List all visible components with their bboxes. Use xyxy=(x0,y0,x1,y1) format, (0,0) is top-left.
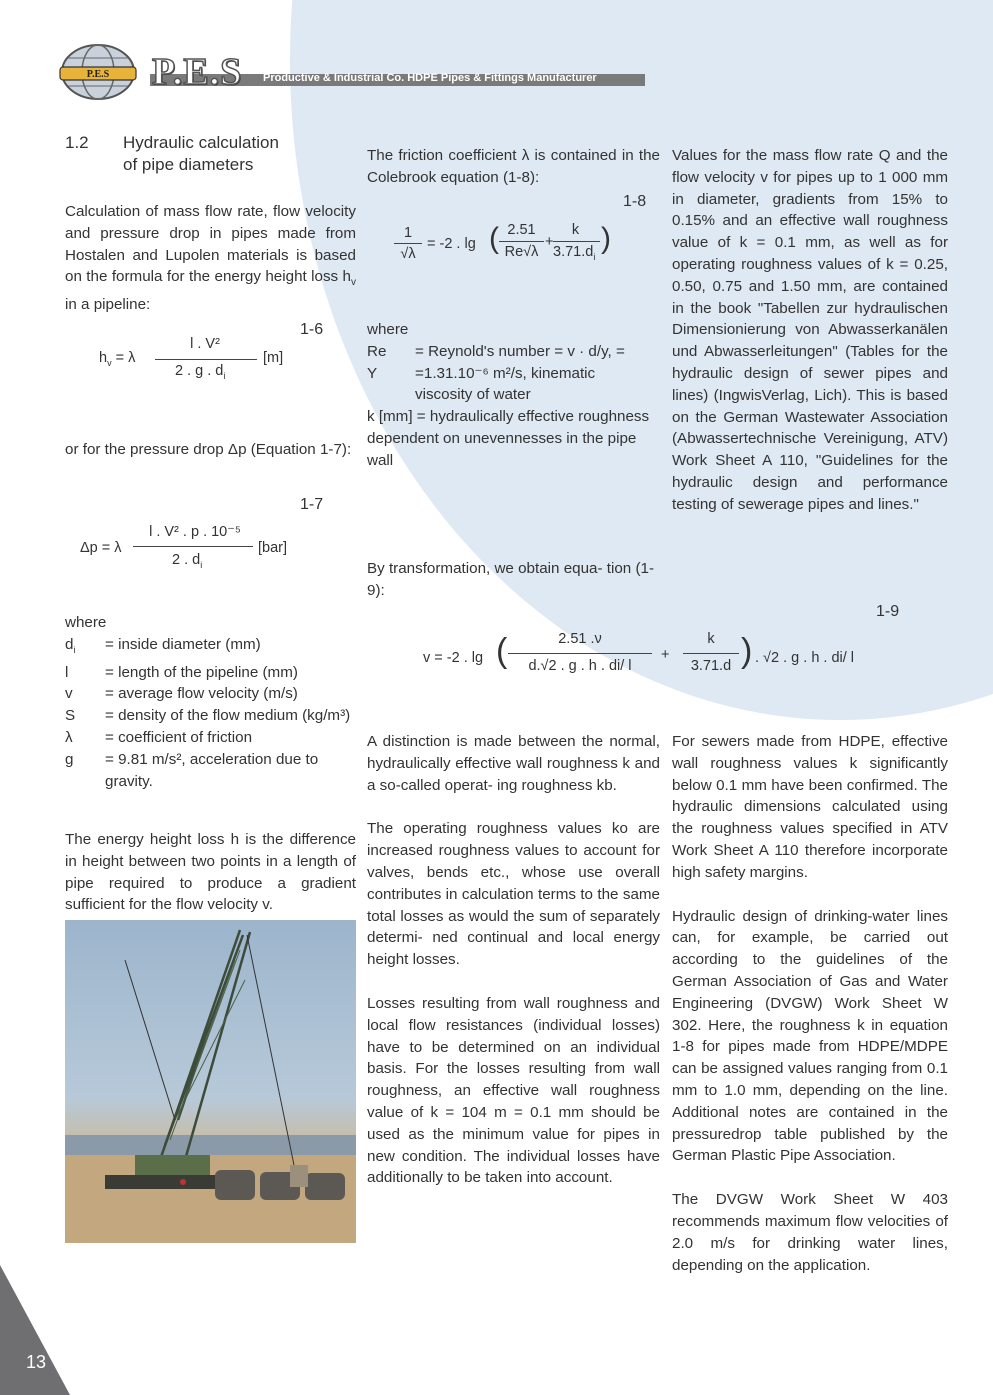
friction-paragraph: The friction coefficient λ is contained in the Colebrook equation (1-8): xyxy=(367,147,660,186)
globe-logo-text: P.E.S xyxy=(86,69,110,80)
variable-definition: = density of the flow medium (kg/m³) xyxy=(105,707,351,725)
section-title-line1: Hydraulic calculation xyxy=(123,133,279,152)
eq6-equals: = λ xyxy=(115,350,136,366)
variables-block xyxy=(65,612,356,792)
eq8-numerator-1: 1 xyxy=(403,225,413,241)
eq8-denominator-3-subscript: i xyxy=(593,251,596,262)
variable-item xyxy=(65,683,356,705)
eq6-unit: [m] xyxy=(263,350,284,366)
page-corner-tab xyxy=(0,1265,70,1395)
intro-text-end: in a pipeline: xyxy=(65,296,151,314)
variable-symbol-text: d xyxy=(65,635,74,653)
y-symbol: Y xyxy=(367,364,378,382)
eq6-denominator-subscript: i xyxy=(223,370,226,381)
sewers-paragraph: For sewers made from HDPE, effective wall roughness values k significantly below 0.1 mm have been confirmed. The hydraulic dimensions calculated using the roughness values specified in ATV Work Sheet A 110 therefore incorporate high safety margins. xyxy=(672,733,948,881)
pressure-drop-paragraph: or for the pressure drop Δp (Equation 1-7): xyxy=(65,441,352,458)
eq8-fraction-line-1 xyxy=(394,243,422,244)
eq9-close-paren: ) xyxy=(741,632,753,670)
crane-photo-illustration xyxy=(65,920,356,1243)
variable-item xyxy=(65,727,356,749)
eq8-fraction-line-2 xyxy=(499,241,544,242)
eq9-fraction-line-2 xyxy=(683,653,739,654)
eq8-denominator-2: Re√λ xyxy=(504,244,539,260)
globe-logo-icon xyxy=(48,42,148,102)
eq9-tail: . √2 . g . h . di/ l xyxy=(755,650,855,666)
dvgw-paragraph: The DVGW Work Sheet W 403 recommends maximum flow velocities of 2.0 m/s for drinking water lines, depending on the application. xyxy=(672,1191,948,1274)
header xyxy=(48,40,648,100)
eq7-denominator-text: 2 . d xyxy=(172,552,201,568)
variable-symbol: λ xyxy=(65,729,73,747)
energy-height-paragraph: The energy height loss h is the difference in height between two points in a length of pipe required to produce a gradient sufficient for the flow velocity v. xyxy=(65,831,356,914)
re-definition xyxy=(367,341,660,363)
eq6-lhs xyxy=(99,350,135,368)
column-right-body xyxy=(672,731,948,1276)
eq8-open-paren: ( xyxy=(489,222,499,255)
eq7-numerator: l . V² . p . 10⁻⁵ xyxy=(149,524,241,540)
variable-symbol: S xyxy=(65,707,76,725)
eq9-denominator-1: d.√2 . g . h . di/ l xyxy=(528,658,632,674)
variable-item xyxy=(65,634,356,662)
operating-roughness-paragraph: The operating roughness values ko are increased roughness values to account for valves, bends etc., whose use overall contributes in calculation terms to the same total losses as would the sum of separately determi- ned continual and local energy height losses. xyxy=(367,820,660,969)
variable-symbol-subscript: i xyxy=(73,644,76,655)
eq6-fraction-line xyxy=(155,359,257,360)
variable-definition: = inside diameter (mm) xyxy=(105,635,261,653)
variable-item xyxy=(65,705,356,727)
equation-number-1-8: 1-8 xyxy=(623,193,647,210)
eq8-denominator-3 xyxy=(553,244,595,262)
company-logo-text: P.E.S xyxy=(152,51,243,93)
section-title-line2: of pipe diameters xyxy=(123,155,254,174)
variable-symbol: l xyxy=(65,663,69,681)
equation-number-1-9: 1-9 xyxy=(876,603,900,620)
crane-site-photo xyxy=(65,920,356,1243)
where-label: where xyxy=(65,614,107,631)
eq7-denominator xyxy=(172,552,202,570)
section-title xyxy=(123,132,279,176)
eq9-fraction-line-1 xyxy=(508,653,652,654)
eq9-lhs: v = -2 . lg xyxy=(423,650,484,666)
equation-number-1-6: 1-6 xyxy=(300,321,324,338)
variable-definition: = 9.81 m/s², acceleration due to gravity. xyxy=(105,750,319,790)
eq7-unit: [bar] xyxy=(258,540,288,556)
variable-item xyxy=(65,662,356,684)
eq8-numerator-2: 2.51 xyxy=(507,222,536,238)
eq6-denominator-text: 2 . g . d xyxy=(175,363,224,379)
intro-text: Calculation of mass flow rate, flow velocity and pressure drop in pipes made from Hostalen and Lupolen materials is based on the formula for the energy height loss h xyxy=(65,203,356,286)
y-text: =1.31.10⁻⁶ m²/s, kinematic viscosity of water xyxy=(415,364,596,404)
eq6-denominator xyxy=(175,363,225,381)
losses-paragraph: Losses resulting from wall roughness and local flow resistances (individual losses) have to be determined on an individual basis. For the losses resulting from wall roughness, an effective wall roughness value of k = 104 m = 0.1 mm should be used as the minimum value for pipes in new condition. The individual losses have additionally to be taken into account. xyxy=(367,994,660,1187)
eq7-lhs: Δp = λ xyxy=(80,540,122,556)
eq9-numerator-2: k xyxy=(707,631,715,647)
variable-symbol: g xyxy=(65,750,74,768)
intro-paragraph xyxy=(65,201,356,316)
variable-item xyxy=(65,749,356,793)
eq7-denominator-subscript: i xyxy=(200,559,203,570)
transformation-paragraph: By transformation, we obtain equa- tion (1-9): xyxy=(367,560,655,599)
column-left xyxy=(65,132,356,316)
variable-symbol: v xyxy=(65,685,73,703)
re-text: = Reynold's number = v · d/y, = xyxy=(415,342,625,360)
y-definition xyxy=(367,363,660,407)
variable-definition: = coefficient of friction xyxy=(105,729,253,747)
eq9-open-paren: ( xyxy=(496,632,508,670)
eq8-fraction-line-3 xyxy=(553,241,600,242)
distinction-paragraph: A distinction is made between the normal, hydraulically effective wall roughness k and a so-called operat- ing roughness kb. xyxy=(367,733,660,794)
values-paragraph: Values for the mass flow rate Q and the flow velocity v for pipes up to 1 000 mm in diameter, gradients from 15% to 0.15% and an effective wall roughness value of k = 0.1 mm, as well as for operating roughness values of k = 0.25, 0.50, 0.75 and 1.50 mm, are contained in the book "Tabellen zur hydraulischen Dimensionierung von Abwasserkanälen und Abwasserleitungen" (Tables for the hydraulic design of sewer pipes and lines) (IngwisVerlag, Lich). This is based on the German Wastewater Association (Abwassertechnische Vereinigung, ATV) Work Sheet A 110, "Guidelines for the hydraulic design and performance testing of sewerage pipes and lines." xyxy=(672,147,948,513)
eq8-plus: + xyxy=(545,234,554,250)
colebrook-variables xyxy=(367,319,660,472)
variable-definition: = length of the pipeline (mm) xyxy=(105,663,298,681)
eq9-numerator-1: 2.51 .ν xyxy=(558,631,602,647)
k-text: = hydraulically effective roughness dependent on unevennesses in the pipe wall xyxy=(367,408,650,469)
drinking-water-paragraph: Hydraulic design of drinking-water lines can, for example, be carried out according to the guidelines of the German Association of Gas and Water Engineering (DVGW) Work Sheet W 302. Here, the roughness k in equation 1-8 for pipes made from HDPE/MDPE can be assigned values ranging from 0.1 mm to 1.0 mm, depending on the line. Additional notes are contained in the pressuredrop table published by the German Plastic Pipe Association. xyxy=(672,907,948,1165)
section-number: 1.2 xyxy=(65,133,89,152)
page-number: 13 xyxy=(26,1352,47,1372)
variable-symbol xyxy=(65,634,105,662)
re-symbol: Re xyxy=(367,342,387,360)
company-tagline: Productive & Industrial Co. HDPE Pipes & Fittings Manufacturer xyxy=(263,72,597,84)
k-symbol: k [mm] xyxy=(367,408,413,426)
variable-definition: = average flow velocity (m/s) xyxy=(105,685,298,703)
eq6-lhs-subscript: v xyxy=(107,357,112,368)
eq9-denominator-2: 3.71.d xyxy=(690,658,732,674)
eq8-denominator-3-text: 3.71.d xyxy=(553,244,594,260)
k-definition xyxy=(367,406,660,471)
where-label-2: where xyxy=(367,321,409,338)
eq8-close-paren: ) xyxy=(601,222,611,255)
eq7-fraction-line xyxy=(133,546,253,547)
column-middle-body xyxy=(367,731,660,1189)
equation-number-1-7: 1-7 xyxy=(300,496,324,513)
variable-list xyxy=(65,634,356,793)
intro-subscript: v xyxy=(351,277,356,289)
eq8-numerator-3: k xyxy=(571,222,580,238)
eq8-denominator-1: √λ xyxy=(400,246,416,262)
eq8-middle: = -2 . lg xyxy=(427,236,476,252)
eq6-numerator: l . V² xyxy=(190,336,220,352)
eq9-plus: + xyxy=(661,647,670,663)
eq6-lhs-symbol: h xyxy=(99,350,108,366)
section-heading xyxy=(65,132,356,176)
